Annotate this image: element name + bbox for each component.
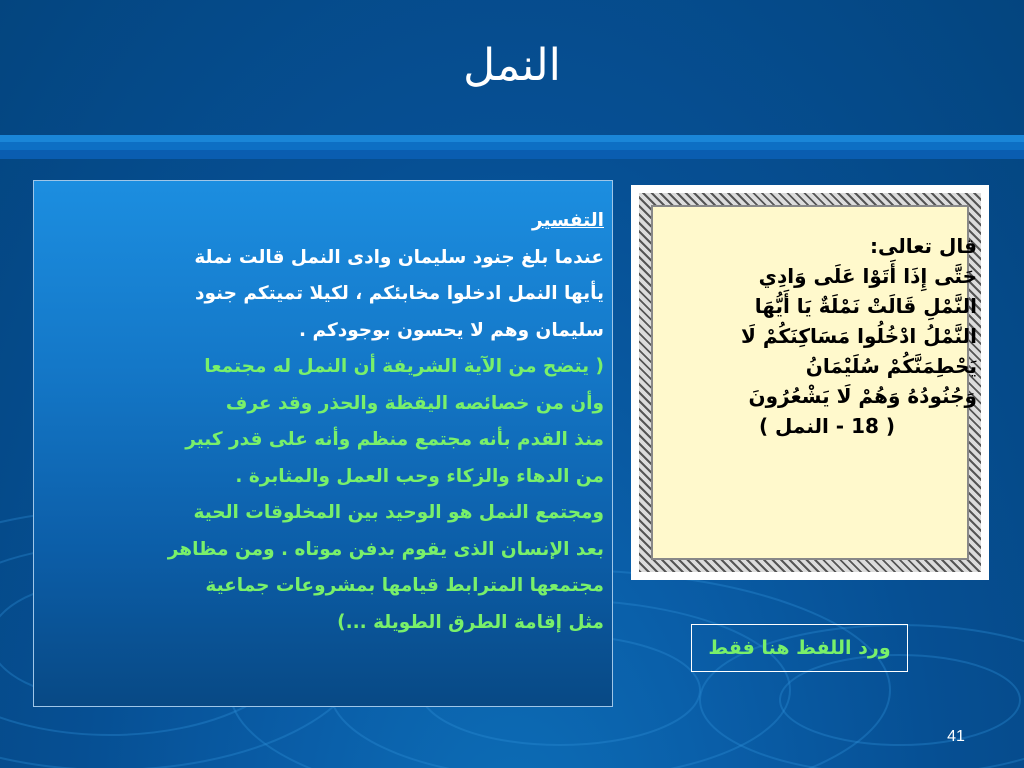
verse-line: يَحْطِمَنَّكُمْ سُلَيْمَانُ — [805, 354, 977, 378]
header-band-middle — [0, 142, 1024, 150]
verse-line: حَتَّى إِذَا أَتَوْا عَلَى وَادِي — [758, 264, 977, 288]
tafsir-panel — [33, 180, 613, 707]
verse-text — [677, 231, 977, 441]
slide-title: النمل — [463, 40, 561, 91]
verse-line: النَّمْلِ قَالَتْ نَمْلَةٌ يَا أَيُّهَا — [754, 294, 977, 318]
commentary-line: مجتمعها المترابط قيامها بمشروعات جماعية — [205, 575, 604, 596]
header-band-top — [0, 135, 1024, 142]
tafsir-heading: التفسير — [531, 210, 604, 231]
note-box — [691, 624, 908, 672]
title-area — [0, 0, 1024, 135]
header-band-bottom — [0, 150, 1024, 159]
verse-reference: ( 18 - النمل ) — [758, 414, 896, 438]
commentary-line: ومجتمع النمل هو الوحيد بين المخلوقات الحية — [193, 502, 604, 523]
tafsir-line: عندما بلغ جنود سليمان وادى النمل قالت نملة — [194, 246, 604, 268]
tafsir-line: سليمان وهم لا يحسون بوجودكم . — [298, 319, 604, 341]
tafsir-line: يأيها النمل ادخلوا مخابئكم ، لكيلا تميتكم جنود — [194, 283, 604, 304]
verse-line: النَّمْلُ ادْخُلُوا مَسَاكِنَكُمْ لَا — [740, 324, 977, 348]
commentary-line: منذ القدم بأنه مجتمع منظم وأنه على قدر كبير — [185, 429, 604, 450]
commentary-line: وأن من خصائصه اليقظة والحذر وقد عرف — [225, 392, 604, 414]
verse-intro: قال تعالى: — [870, 234, 977, 258]
verse-frame — [631, 185, 989, 580]
commentary-line: بعد الإنسان الذى يقوم بدفن موتاه . ومن مظاهر — [167, 538, 604, 560]
commentary-line: من الدهاء والزكاء وحب العمل والمثابرة . — [235, 465, 604, 487]
tafsir-text — [44, 203, 604, 641]
verse-line: وَجُنُودُهُ وَهُمْ لَا يَشْعُرُونَ — [748, 384, 977, 408]
page-number: 41 — [947, 728, 965, 745]
commentary-line: ( يتضح من الآية الشريفة أن النمل له مجتمعا — [204, 356, 604, 377]
commentary-line: مثل إقامة الطرق الطويلة ...) — [337, 611, 604, 633]
note-text: ورد اللفظ هنا فقط — [708, 637, 891, 659]
